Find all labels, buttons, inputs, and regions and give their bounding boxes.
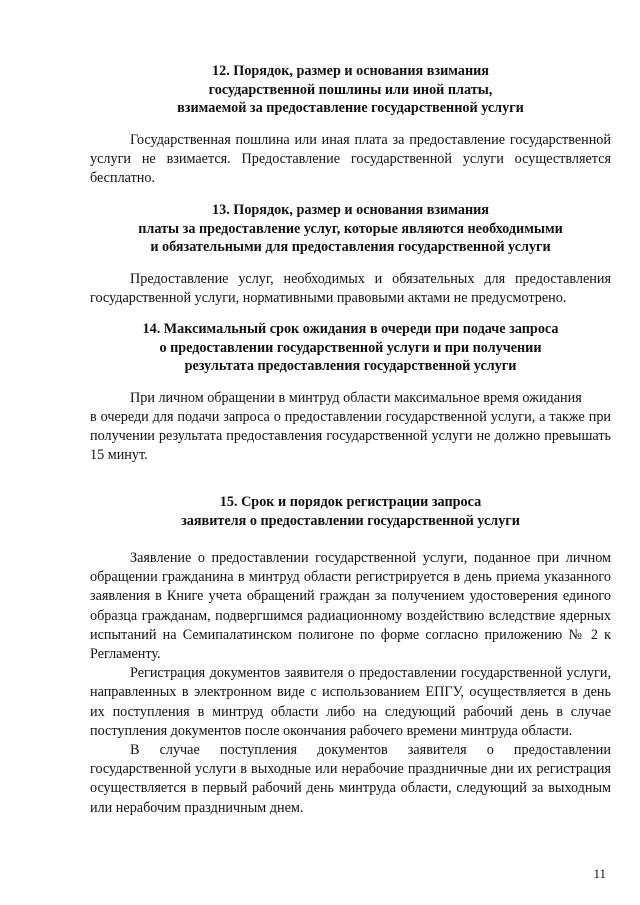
heading-line: заявителя о предоставлении государственной услуги [181,512,520,529]
section-15-heading [90,493,611,530]
section-14 [90,320,611,465]
heading-line: платы за предоставление услуг, которые являются необходимыми [138,220,563,237]
section-13-heading [90,201,611,257]
heading-line: 13. Порядок, размер и основания взимания [212,202,489,218]
heading-line: результата предоставления государственной услуги [184,358,517,374]
page-number: 11 [593,866,606,881]
heading-line: о предоставлении государственной услуги и при получении [159,339,542,356]
heading-line: взимаемой за предоставление государственной услуги [177,100,524,116]
heading-line: государственной пошлины или иной платы, [208,81,493,98]
section-12 [90,62,611,188]
section-12-heading [90,62,611,118]
section-13-paragraph: Предоставление услуг, необходимых и обязательных для предоставления государственной услуги, нормативными правовыми актами не предусмотрено. [90,270,611,306]
section-15-paragraph: В случае поступления документов заявителя о предоставлении государственной услуги в выходные или нерабочие праздничные дни их регистрация осуществляется в первый рабочий день минтруда области, следующий за выходным или нерабочим праздничным днем. [90,742,611,816]
heading-line: 12. Порядок, размер и основания взимания [212,63,489,79]
section-14-paragraph: При личном обращении в минтруд области максимальное время ожидания [130,389,582,406]
section-14-heading [90,320,611,376]
section-13 [90,201,611,308]
section-12-paragraph: Государственная пошлина или иная плата за предоставление государственной услуги не взимается. Предоставление государственной услуги осуществляется бесплатно. [90,131,611,186]
section-15-paragraph: Регистрация документов заявителя о предоставлении государственной услуги, направленных в электронном виде с использованием ЕПГУ, осуществляется в день их поступления в минтруд области либо на следующий рабочий день в случае поступления документов после окончания рабочего времени минтруда области. [90,665,611,739]
section-15-paragraph: Заявление о предоставлении государственной услуги, поданное при личном обращении гражданина в минтруд области регистрируется в день приема указанного заявления в Книге учета обращений граждан за получением удостоверения единого образца гражданам, подвергшимся радиационному воздействию вследствие ядерных испытаний на Семипалатинском полигоне по форме согласно приложению № 2 к Регламенту. [90,550,611,663]
heading-line: 15. Срок и порядок регистрации запроса [219,494,482,510]
heading-line: и обязательными для предоставления государственной услуги [150,239,551,255]
section-15 [90,493,611,818]
section-14-paragraph: в очереди для подачи запроса о предоставлении государственной услуги, а также при получении результата предоставления государственной услуги не должно превышать 15 минут. [90,408,611,464]
heading-line: 14. Максимальный срок ожидания в очереди при подаче запроса [142,321,559,337]
